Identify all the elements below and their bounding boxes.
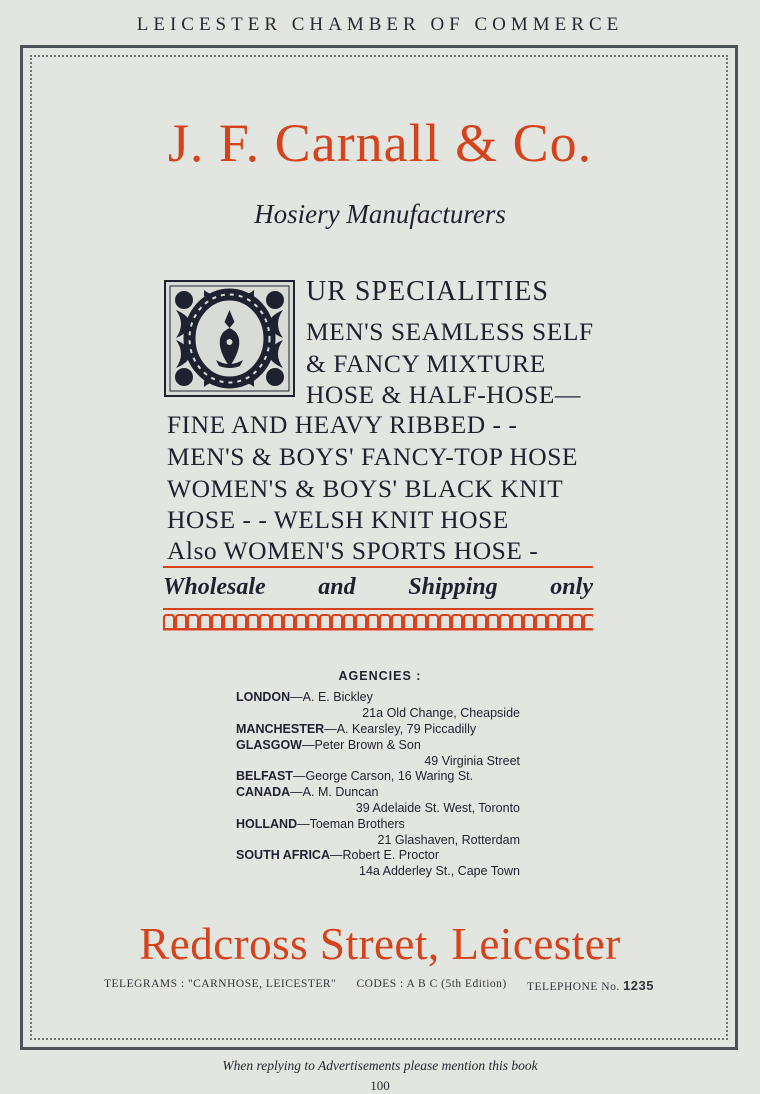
telegrams-info: TELEGRAMS : "CARNHOSE, LEICESTER" <box>104 978 337 990</box>
specialities-heading: UR SPECIALITIES <box>306 276 549 307</box>
agency-detail: 49 Virginia Street <box>424 754 520 768</box>
speciality-line: HOSE - - WELSH KNIT HOSE <box>167 505 509 534</box>
agencies-heading: AGENCIES : <box>338 669 422 683</box>
speciality-line: FINE AND HEAVY RIBBED - - <box>167 410 518 439</box>
divider-rule <box>163 566 593 568</box>
agency-detail: —A. Kearsley, 79 Piccadilly <box>324 722 477 736</box>
agency-detail: —George Carson, 16 Waring St. <box>292 769 474 783</box>
agency-entry <box>236 738 421 752</box>
agency-city: SOUTH AFRICA <box>236 848 330 862</box>
agency-city: GLASGOW <box>236 738 302 752</box>
agency-detail: 39 Adelaide St. West, Toronto <box>355 801 520 815</box>
agency-detail: —Peter Brown & Son <box>301 738 421 752</box>
ornamental-frieze-icon <box>163 613 593 631</box>
agency-city: LONDON <box>236 690 291 704</box>
divider-rule <box>163 608 593 610</box>
publication-header: LEICESTER CHAMBER OF COMMERCE <box>136 14 624 35</box>
agency-city: HOLLAND <box>236 817 298 831</box>
codes-info: CODES : A B C (5th Edition) <box>356 978 507 990</box>
company-subtitle: Hosiery Manufacturers <box>254 199 506 229</box>
speciality-line: Also WOMEN'S SPORTS HOSE - <box>167 536 539 565</box>
wholesale-word: Shipping <box>408 574 498 600</box>
agency-entry <box>236 769 473 783</box>
contact-line <box>104 978 654 993</box>
telephone-number: 1235 <box>623 978 654 993</box>
wholesale-note <box>163 574 593 601</box>
agency-entry <box>236 817 405 831</box>
company-address: Redcross Street, Leicester <box>139 919 621 969</box>
agency-entry <box>236 690 373 704</box>
telephone-label: TELEPHONE No. <box>526 981 620 993</box>
speciality-line: MEN'S & BOYS' FANCY-TOP HOSE <box>167 442 578 471</box>
footer-note: When replying to Advertisements please mention this book <box>222 1058 538 1073</box>
speciality-line: WOMEN'S & BOYS' BLACK KNIT <box>167 474 564 503</box>
wholesale-word: only <box>550 574 593 600</box>
page-number: 100 <box>370 1078 390 1093</box>
agency-detail: —Robert E. Proctor <box>329 848 440 862</box>
agency-detail: —Toeman Brothers <box>297 817 405 831</box>
speciality-line: MEN'S SEAMLESS SELF <box>306 317 594 346</box>
agency-city: BELFAST <box>236 769 293 783</box>
company-name: J. F. Carnall & Co. <box>167 113 593 173</box>
wholesale-word: Wholesale <box>163 574 266 600</box>
speciality-line: & FANCY MIXTURE <box>306 349 546 378</box>
agency-entry <box>236 722 476 736</box>
agency-detail: 14a Adderley St., Cape Town <box>359 864 520 878</box>
agency-detail: —A. M. Duncan <box>290 785 379 799</box>
agency-entry <box>236 848 439 862</box>
agency-detail: 21a Old Change, Cheapside <box>362 706 520 720</box>
telephone-info <box>527 978 654 993</box>
wholesale-word: and <box>318 574 356 600</box>
ornamental-initial-o-icon <box>164 280 295 397</box>
agency-city: CANADA <box>236 785 291 799</box>
agency-city: MANCHESTER <box>236 722 325 736</box>
agency-detail: 21 Glashaven, Rotterdam <box>377 833 520 847</box>
agency-detail: —A. E. Bickley <box>290 690 373 704</box>
speciality-line: HOSE & HALF-HOSE— <box>306 380 581 409</box>
agency-entry <box>236 785 378 799</box>
